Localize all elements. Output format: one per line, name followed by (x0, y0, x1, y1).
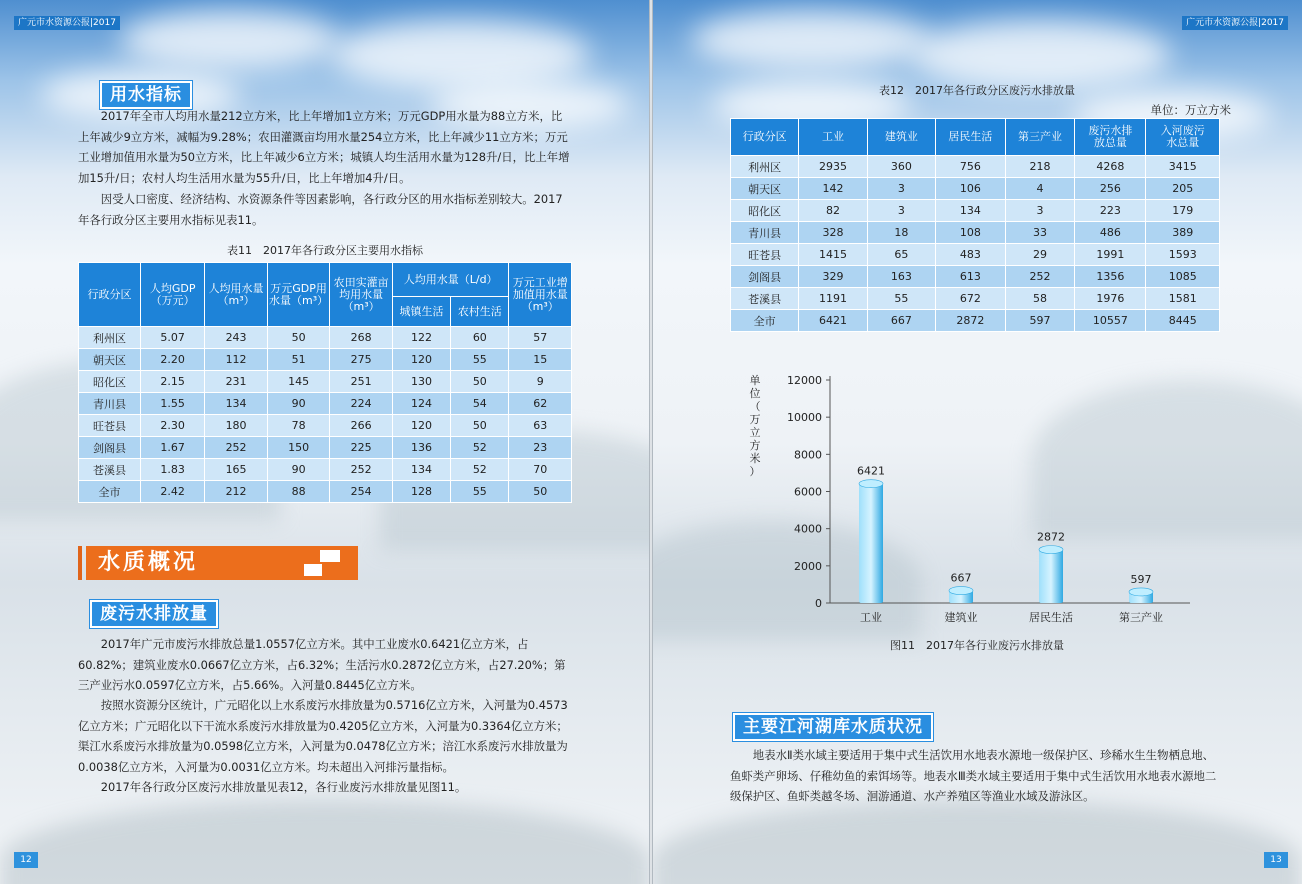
table-cell: 328 (799, 222, 867, 244)
table-cell: 163 (867, 266, 935, 288)
table-cell: 223 (1075, 200, 1146, 222)
table-cell: 1593 (1146, 244, 1220, 266)
page-number-left: 12 (14, 852, 38, 868)
table-cell: 4 (1005, 178, 1075, 200)
rivers-paragraph: 地表水Ⅱ类水域主要适用于集中式生活饮用水地表水源地一级保护区、珍稀水生生物栖息地、鱼虾类产卵场、仔稚幼鱼的索饵场等。地表水Ⅲ类水域主要适用于集中式生活饮用水地表水源地二级保护区、鱼虾类越冬场、洄游通道、水产养殖区等渔业水域及游泳区。 (730, 748, 1217, 803)
table-cell: 57 (509, 327, 572, 349)
table-cell: 106 (936, 178, 1006, 200)
bar-data-label: 597 (1130, 572, 1152, 586)
table-cell: 8445 (1146, 310, 1220, 332)
table-cell: 15 (509, 349, 572, 371)
bar-data-label: 2872 (1037, 530, 1065, 544)
table-cell: 1.67 (141, 437, 205, 459)
table-cell: 108 (936, 222, 1006, 244)
y-tick-label: 4000 (794, 522, 822, 536)
table12-body (731, 156, 1220, 332)
table-row (79, 415, 572, 437)
t12-header-cell: 废污水排放总量 (1075, 119, 1146, 156)
table-cell: 252 (1005, 266, 1075, 288)
table-row (79, 371, 572, 393)
table-cell: 212 (205, 481, 268, 503)
table-cell: 329 (799, 266, 867, 288)
running-header-right: 广元市水资源公报|2017 (1182, 16, 1288, 30)
table-row (731, 178, 1220, 200)
table-row (79, 393, 572, 415)
table-cell: 3415 (1146, 156, 1220, 178)
banner-title: 水质概况 (86, 546, 268, 580)
table-cell: 50 (451, 415, 509, 437)
bar-cap (859, 480, 883, 488)
y-tick-label: 8000 (794, 448, 822, 462)
table-cell: 134 (936, 200, 1006, 222)
table-cell: 4268 (1075, 156, 1146, 178)
water-use-paragraph-1: 2017年全市人均用水量212立方米，比上年增加1立方米；万元GDP用水量为88立方米，比上年减少9立方米，减幅为9.28%；农田灌溉亩均用水量254立方米，比上年减少11立方米；万元工业增加值用水量为50立方米，比上年减少6立方米；城镇人均生活用水量为128升/日，比上年增加15升/日；农村人均生活用水量为55升/日，比上年增加4升/日。 (78, 109, 570, 185)
table-cell: 150 (267, 437, 330, 459)
table-cell: 180 (205, 415, 268, 437)
y-tick-label: 2000 (794, 559, 822, 573)
table-cell: 224 (330, 393, 393, 415)
table-cell: 360 (867, 156, 935, 178)
t11-header-gdp-water: 万元GDP用水量（m³） (267, 263, 330, 327)
table-cell: 54 (451, 393, 509, 415)
bar-data-label: 6421 (857, 464, 885, 478)
table-cell: 1356 (1075, 266, 1146, 288)
table-cell: 268 (330, 327, 393, 349)
table-cell: 667 (867, 310, 935, 332)
table-row (79, 437, 572, 459)
table-cell: 134 (392, 459, 450, 481)
table-cell: 29 (1005, 244, 1075, 266)
table-cell: 205 (1146, 178, 1220, 200)
table-cell: 18 (867, 222, 935, 244)
table12-header-row (731, 119, 1220, 156)
y-axis-label: 单位（万立方米） (749, 374, 761, 478)
banner-water-quality (78, 546, 282, 580)
t12-header-cell: 建筑业 (867, 119, 935, 156)
banner-deco-square (304, 564, 322, 576)
table-cell: 130 (392, 371, 450, 393)
wastewater-paragraph-2: 按照水资源分区统计，广元昭化以上水系废污水排放量为0.5716亿立方米，入河量为0.4573亿立方米；广元昭化以下干流水系废污水排放量为0.4205亿立方米，入河量为0.3364亿立方米；渠江水系废污水排放量为0.0598亿立方米，入河量为0.0478亿立方米；涪江水系废污水排放量为0.0038亿立方米，入河量为0.0031亿立方米。均未超出入河排污量指标。 (78, 698, 568, 774)
table-cell: 142 (799, 178, 867, 200)
table11-body (79, 327, 572, 503)
table11-caption: 表11 2017年各行政分区主要用水指标 (227, 244, 423, 257)
table-row-label: 昭化区 (731, 200, 799, 222)
table-cell: 1415 (799, 244, 867, 266)
table12 (730, 118, 1220, 332)
table-row-label: 剑阁县 (79, 437, 141, 459)
table-row-label: 全市 (731, 310, 799, 332)
table-cell: 1581 (1146, 288, 1220, 310)
table-row (731, 222, 1220, 244)
table-cell: 613 (936, 266, 1006, 288)
table-row-label: 苍溪县 (79, 459, 141, 481)
table-cell: 63 (509, 415, 572, 437)
table-cell: 9 (509, 371, 572, 393)
table-row (731, 266, 1220, 288)
table-cell: 256 (1075, 178, 1146, 200)
wastewater-paragraph-1: 2017年广元市废污水排放总量1.0557亿立方米。其中工业废水0.6421亿立方米，占60.82%；建筑业废水0.0667亿立方米，占6.32%；生活污水0.2872亿立方米，占27.20%；第三产业污水0.0597亿立方米，占5.66%。入河量0.8445亿立方米。 (78, 637, 566, 692)
t12-header-cell: 工业 (799, 119, 867, 156)
table-cell: 3 (1005, 200, 1075, 222)
bar-cap (1039, 546, 1063, 554)
table-cell: 266 (330, 415, 393, 437)
table-cell: 52 (451, 437, 509, 459)
table-row (731, 244, 1220, 266)
table-cell: 120 (392, 349, 450, 371)
y-tick-label: 12000 (787, 374, 822, 387)
table-cell: 389 (1146, 222, 1220, 244)
section-tag-wastewater: 废污水排放量 (90, 600, 218, 628)
table-cell: 90 (267, 393, 330, 415)
table-cell: 252 (330, 459, 393, 481)
table-row-label: 朝天区 (731, 178, 799, 200)
table-cell: 218 (1005, 156, 1075, 178)
table-cell: 55 (451, 349, 509, 371)
table-cell: 145 (267, 371, 330, 393)
table-cell: 231 (205, 371, 268, 393)
table-cell: 2.20 (141, 349, 205, 371)
table-cell: 2.30 (141, 415, 205, 437)
table-row-label: 苍溪县 (731, 288, 799, 310)
table-cell: 50 (509, 481, 572, 503)
table-row (79, 327, 572, 349)
t11-header-industry: 万元工业增加值用水量（m³） (509, 263, 572, 327)
table-cell: 50 (451, 371, 509, 393)
table-cell: 23 (509, 437, 572, 459)
t11-header-gdp-per: 人均GDP（万元） (141, 263, 205, 327)
table-row (731, 310, 1220, 332)
table-cell: 70 (509, 459, 572, 481)
bar (1039, 550, 1063, 603)
table12-unit: 单位：万立方米 (1150, 103, 1231, 117)
table-cell: 33 (1005, 222, 1075, 244)
table-cell: 756 (936, 156, 1006, 178)
table-row-label: 青川县 (79, 393, 141, 415)
table-cell: 672 (936, 288, 1006, 310)
t12-header-cell: 入河废污水总量 (1146, 119, 1220, 156)
table-cell: 243 (205, 327, 268, 349)
t11-header-farm: 农田实灌亩均用水量（m³） (330, 263, 393, 327)
table-cell: 6421 (799, 310, 867, 332)
t11-header-rural: 农村生活 (451, 297, 509, 327)
table-row-label: 旺苍县 (79, 415, 141, 437)
table-cell: 134 (205, 393, 268, 415)
table-cell: 2.42 (141, 481, 205, 503)
table-row (731, 156, 1220, 178)
table-row-label: 利州区 (79, 327, 141, 349)
table-cell: 136 (392, 437, 450, 459)
table-cell: 1.83 (141, 459, 205, 481)
wastewater-bar-chart (730, 360, 1220, 660)
table-row (79, 459, 572, 481)
t11-header-region: 行政分区 (79, 263, 141, 327)
table-cell: 122 (392, 327, 450, 349)
table-row-label: 剑阁县 (731, 266, 799, 288)
table-cell: 1085 (1146, 266, 1220, 288)
wastewater-paragraph-3: 2017年各行政分区废污水排放量见表12，各行业废污水排放量见图11。 (100, 780, 467, 794)
table-cell: 55 (867, 288, 935, 310)
x-tick-label: 工业 (860, 611, 882, 624)
table-cell: 251 (330, 371, 393, 393)
water-use-paragraph-2: 因受人口密度、经济结构、水资源条件等因素影响，各行政分区的用水指标差别较大。2017年各行政分区主要用水指标见表11。 (78, 192, 563, 227)
table-cell: 3 (867, 200, 935, 222)
t12-header-cell: 行政分区 (731, 119, 799, 156)
table-row-label: 朝天区 (79, 349, 141, 371)
table-cell: 128 (392, 481, 450, 503)
table-cell: 179 (1146, 200, 1220, 222)
table-cell: 10557 (1075, 310, 1146, 332)
table-cell: 2.15 (141, 371, 205, 393)
y-tick-label: 6000 (794, 485, 822, 499)
table-cell: 1976 (1075, 288, 1146, 310)
table-row-label: 旺苍县 (731, 244, 799, 266)
table-row (731, 288, 1220, 310)
table-cell: 88 (267, 481, 330, 503)
table-cell: 50 (267, 327, 330, 349)
table-cell: 124 (392, 393, 450, 415)
table-cell: 2872 (936, 310, 1006, 332)
table-cell: 60 (451, 327, 509, 349)
table-cell: 5.07 (141, 327, 205, 349)
y-tick-label: 10000 (787, 411, 822, 425)
t11-header-daily-group: 人均用水量（L/d） (392, 263, 509, 297)
table-row (79, 481, 572, 503)
table-row-label: 利州区 (731, 156, 799, 178)
table-row-label: 全市 (79, 481, 141, 503)
table-cell: 112 (205, 349, 268, 371)
table12-caption: 表12 2017年各行政分区废污水排放量 (879, 84, 1075, 97)
table-cell: 51 (267, 349, 330, 371)
banner-decoration (268, 546, 358, 580)
section-tag-water-use: 用水指标 (100, 81, 192, 109)
y-tick-label: 0 (815, 597, 822, 610)
table-cell: 78 (267, 415, 330, 437)
banner-deco-square (320, 550, 340, 562)
table-cell: 120 (392, 415, 450, 437)
x-tick-label: 第三产业 (1119, 611, 1163, 624)
table-cell: 597 (1005, 310, 1075, 332)
table-row (79, 349, 572, 371)
table-cell: 483 (936, 244, 1006, 266)
table-row (731, 200, 1220, 222)
table-cell: 52 (451, 459, 509, 481)
bar-cap (949, 587, 973, 595)
table-cell: 90 (267, 459, 330, 481)
section-tag-rivers: 主要江河湖库水质状况 (733, 713, 933, 741)
table-cell: 254 (330, 481, 393, 503)
banner-left-bar (78, 546, 82, 580)
table-cell: 1.55 (141, 393, 205, 415)
table-cell: 165 (205, 459, 268, 481)
table-cell: 252 (205, 437, 268, 459)
table-cell: 1191 (799, 288, 867, 310)
table-cell: 65 (867, 244, 935, 266)
table-cell: 2935 (799, 156, 867, 178)
table-row-label: 青川县 (731, 222, 799, 244)
table-cell: 3 (867, 178, 935, 200)
bar-data-label: 667 (950, 571, 972, 585)
bar (859, 484, 883, 603)
t12-header-cell: 居民生活 (936, 119, 1006, 156)
table11 (78, 262, 572, 503)
table-cell: 58 (1005, 288, 1075, 310)
table-cell: 62 (509, 393, 572, 415)
table-cell: 486 (1075, 222, 1146, 244)
table-row-label: 昭化区 (79, 371, 141, 393)
t11-header-urban: 城镇生活 (392, 297, 450, 327)
x-tick-label: 居民生活 (1029, 611, 1073, 624)
table-cell: 225 (330, 437, 393, 459)
table-cell: 1991 (1075, 244, 1146, 266)
bar-cap (1129, 588, 1153, 596)
t12-header-cell: 第三产业 (1005, 119, 1075, 156)
page-number-right: 13 (1264, 852, 1288, 868)
x-tick-label: 建筑业 (944, 611, 978, 624)
figure11-caption: 图11 2017年各行业废污水排放量 (890, 639, 1064, 652)
book-fold (649, 0, 653, 884)
table-cell: 275 (330, 349, 393, 371)
running-header: 广元市水资源公报|2017 (14, 16, 120, 30)
t11-header-water-per: 人均用水量（m³） (205, 263, 268, 327)
table-cell: 55 (451, 481, 509, 503)
table-cell: 82 (799, 200, 867, 222)
